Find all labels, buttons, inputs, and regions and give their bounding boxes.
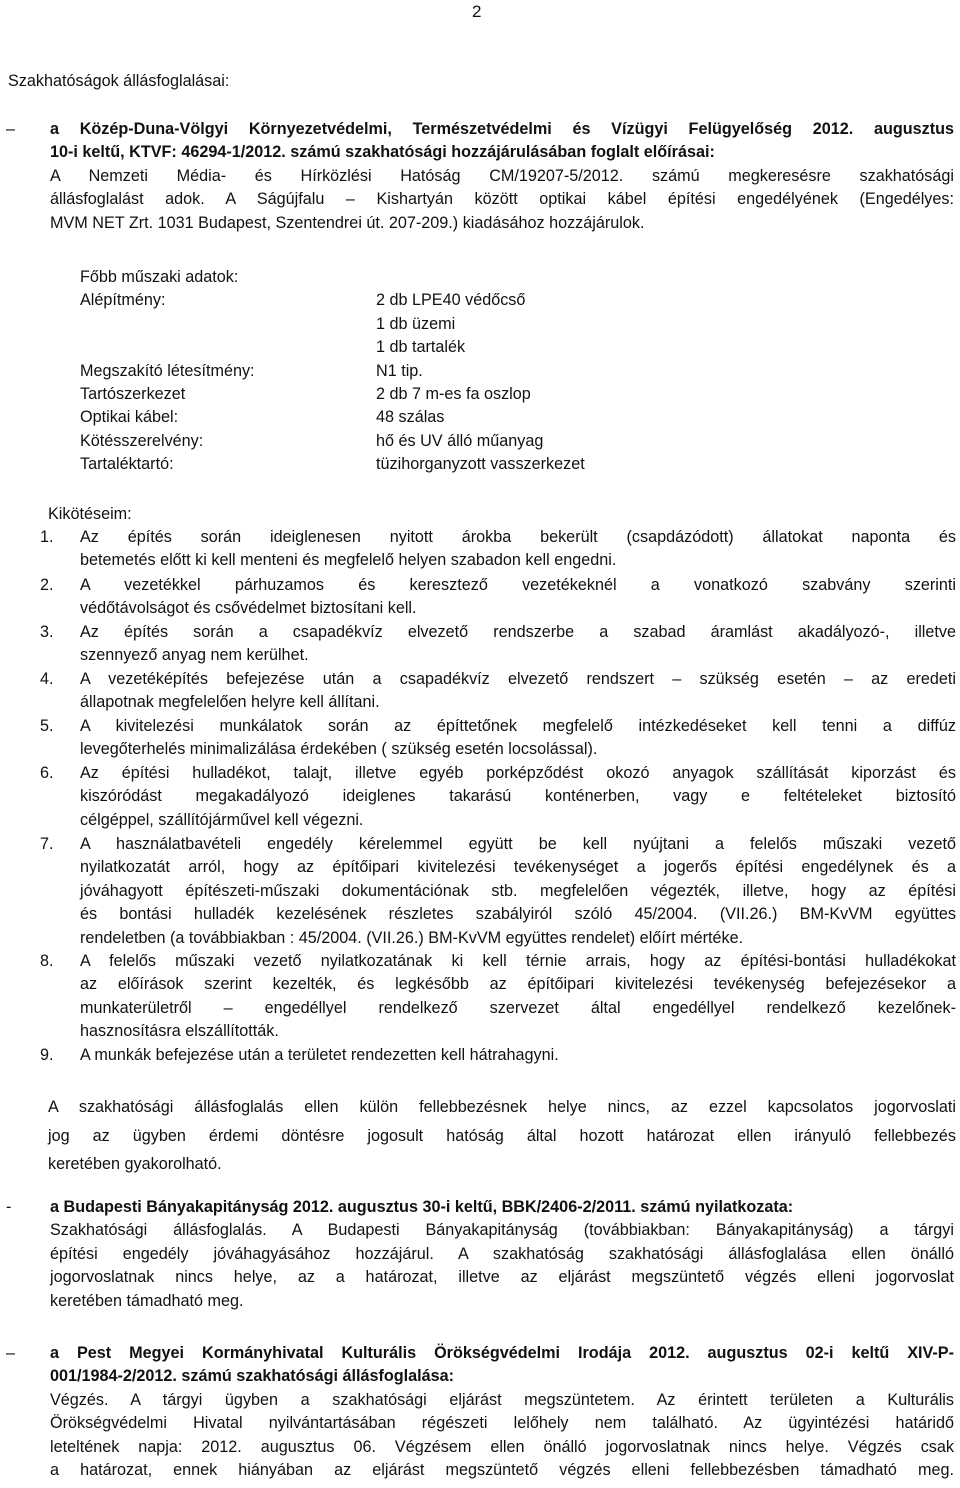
item1-title-line: 10-i keltű, KTVF: 46294-1/2012. számú szakhatósági hozzájárulásában foglalt előírásai: [50, 143, 715, 162]
condition-item: 1. Az építés során ideiglenesen nyitott árokba bekerült (csapdázódott) állatokat naponta és betemetés előtt ki kell menteni és megfelelő helyen szabadon kell engedni. [40, 528, 956, 570]
condition-item: 6. Az építési hulladékot, talajt, illetve egyéb porképződést okozó anyagok szállítását kiporzást és kiszóródást megakadályozó ideiglenes takarású konténerben, vagy e feltételeket biztosító célgéppel, szállítójárművel kell végezni. [40, 764, 956, 829]
item1-body-line: A Nemzeti Média- és Hírközlési Hatóság CM/19207-5/2012. számú megkeresésre szakhatósági [50, 166, 954, 185]
item2-title-line: a Budapesti Bányakapitányság 2012. augusztus 30-i keltű, BBK/2406-2/2011. számú nyilatkozata: [50, 1198, 794, 1216]
tech-title: Főbb műszaki adatok: [80, 268, 239, 286]
tech-row: Tartaléktartó: tüzihorganyzott vasszerkezet [80, 455, 585, 474]
condition-item: 2. A vezetékkel párhuzamos és keresztező vezetékeknél a vonatkozó szabvány szerinti védőtávolságot és csővédelmet biztosítani kell. [40, 576, 956, 618]
item1-body-line: állásfoglalást adok. A Ságújfalu – Kishartyán között optikai kábel építési engedélyének (Engedélyes: [50, 190, 954, 209]
section-heading: Szakhatóságok állásfoglalásai: [8, 72, 230, 90]
item2-body-line: építési engedély jóváhagyásához hozzájárul. A szakhatóság szakhatósági állásfoglalása ellen önálló [50, 1244, 954, 1263]
authority-item-3 [0, 1342, 960, 1482]
tech-row: Megszakító létesítmény: N1 tip. [80, 361, 423, 380]
item2-body-line: jogorvoslatnak nincs helye, az a határozat, illetve az eljárást megszüntető végzés elleni jogorvoslat [50, 1268, 954, 1287]
item1-body-line: MVM NET Zrt. 1031 Budapest, Szentendrei út. 207-209.) kiadásához hozzájárulok. [50, 213, 645, 232]
page-number: 2 [472, 2, 482, 21]
item3-title-line: 001/1984-2/2012. számú szakhatósági állásfoglalása: [50, 1367, 455, 1386]
condition-item: 5. A kivitelezési munkálatok során az építtetőnek megfelelő intézkedéseket kell tenni a diffúz levegőterhelés minimalizálása érdekében ( szükség esetén locsolással). [40, 717, 956, 759]
item3-title-line: a Pest Megyei Kormányhivatal Kulturális Örökségvédelmi Irodája 2012. augusztus 02-i keltű XIV-P- [50, 1344, 954, 1362]
dash-marker: - [6, 1198, 12, 1216]
technical-data [80, 266, 640, 477]
item3-body-line: a határozat, ennek hiányában az eljárást megszüntető végzés elleni fellebbezésben támadható meg. [50, 1461, 954, 1480]
item3-body-line: Örökségvédelmi Hivatal nyilvántartásában régészeti lelőhely nem található. Az ügyintézési határidő [50, 1414, 954, 1433]
item2-body-line: Szakhatósági állásfoglalás. A Budapesti Bányakapitányság (továbbiakban: Bányakapitányság) a tárgyi [50, 1221, 954, 1240]
remedy-paragraph: A szakhatósági állásfoglalás ellen külön fellebbezésnek helye nincs, az ezzel kapcsolatos jogorvoslati jog az ügyben érdemi döntésre jogosult hatóság által hozott határozat ellen irányuló fellebbezés keretében gyakorolható. [48, 1098, 956, 1173]
item2-body-line: keretében támadható meg. [50, 1291, 244, 1310]
tech-row: 1 db tartalék [376, 338, 466, 357]
tech-row: 1 db üzemi [376, 314, 456, 333]
tech-row: Alépítmény: 2 db LPE40 védőcső [80, 291, 526, 310]
authority-item-1 [0, 118, 960, 235]
dash-marker: – [6, 1344, 16, 1362]
tech-row: Tartószerkezet 2 db 7 m-es fa oszlop [80, 384, 531, 403]
authority-item-2 [0, 1196, 960, 1313]
conditions-title: Kikötéseim: [48, 505, 132, 523]
tech-row: Kötésszerelvény: hő és UV álló műanyag [80, 431, 544, 450]
item3-body-line: leteltének napja: 2012. augusztus 06. Végzésem ellen önálló jogorvoslatnak nincs helye. Végzés csak [50, 1437, 954, 1456]
dash-marker: – [6, 120, 16, 138]
condition-item: 7. A használatbavételi engedély kérelemmel együtt be kell nyújtani a felelős műszaki vezető nyilatkozatát arról, hogy az építőipari kivitelezési tevékenységet a jogerős építési engedélynek és a jóváhagyott építészeti-műszaki dokumentációnak stb. megfelelően végezték, illetve, hogy az építési és bontási hulladék kezelésének részletes szabályiról szóló 45/2004. (VII.26.) BM-KvVM együttes rendeletben (a továbbiakban : 45/2004. (VII.26.) BM-KvVM együttes rendelet) előírt mértéke. [40, 835, 956, 947]
item3-body-line: Végzés. A tárgyi ügyben a szakhatósági eljárást megszüntetem. Az érintett területen a Kulturális [50, 1390, 954, 1409]
item1-title-line: a Közép-Duna-Völgyi Környezetvédelmi, Természetvédelmi és Vízügyi Felügyelőség 2012. augusztus [50, 120, 954, 138]
condition-item: 8. A felelős műszaki vezető nyilatkozatának ki kell térnie arrais, hogy az építési-bontási hulladékokat az előírások szerint kezelték, és legkésőbb az építőipari kivitelezési tevékenység befejezésekor a munkaterületről – engedéllyel rendelkező szervezet által engedéllyel rendelkező kezelőnek- hasznosításra elszállították. [40, 952, 956, 1041]
condition-item: 3. Az építés során a csapadékvíz elvezető rendszerbe a szabad áramlást akadályozó-, illetve szennyező anyag nem kerülhet. [40, 623, 956, 665]
tech-row: Optikai kábel: 48 szálas [80, 408, 445, 427]
condition-item: 4. A vezetéképítés befejezése után a csapadékvíz elvezető rendszert – szükség esetén – az eredeti állapotnak megfelelően helyre kell állítani. [40, 670, 956, 712]
condition-item: 9. A munkák befejezése után a területet rendezetten kell hátrahagyni. [40, 1046, 559, 1064]
